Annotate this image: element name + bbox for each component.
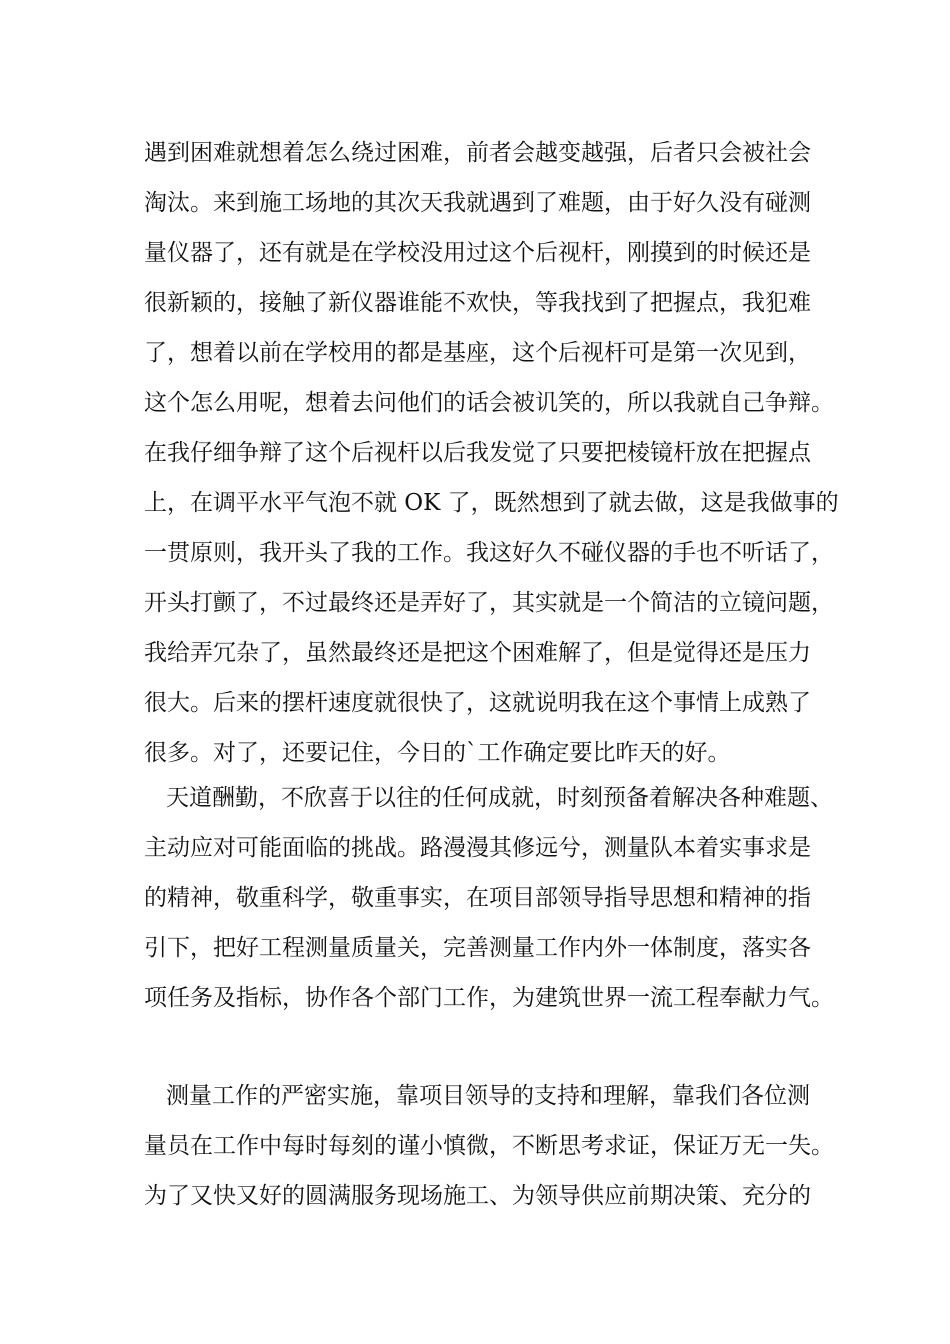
text-line: 很大。后来的摆杆速度就很快了，这就说明我在这个事情上成熟了 xyxy=(144,690,811,716)
text-line: 了，想着以前在学校用的都是基座，这个后视杆可是第一次见到， xyxy=(144,340,811,366)
text-line: 遇到困难就想着怎么绕过困难，前者会越变越强，后者只会被社会 xyxy=(144,140,811,166)
text-line: 上，在调平水平气泡不就 OK 了，既然想到了就去做，这是我做事的 xyxy=(144,490,839,516)
text-line: 主动应对可能面临的挑战。路漫漫其修远兮，测量队本着实事求是 xyxy=(144,835,811,861)
text-line: 很多。对了，还要记住，今日的`工作确定要比昨天的好。 xyxy=(144,740,731,766)
paragraph-1 xyxy=(144,128,839,778)
text-line: 我给弄冗杂了，虽然最终还是把这个困难解了，但是觉得还是压力 xyxy=(144,640,811,666)
text-line: 项任务及指标，协作各个部门工作，为建筑世界一流工程奉献力气。 xyxy=(144,985,834,1011)
text-line: 量员在工作中每时每刻的谨小慎微，不断思考求证，保证万无一失。 xyxy=(144,1133,834,1159)
text-line: 的精神，敬重科学，敬重事实，在项目部领导指导思想和精神的指 xyxy=(144,885,811,911)
text-line: 引下，把好工程测量质量关，完善测量工作内外一体制度，落实各 xyxy=(144,935,811,961)
text-line: 开头打颤了，不过最终还是弄好了，其实就是一个简洁的立镜问题， xyxy=(144,590,834,616)
text-line: 为了又快又好的圆满服务现场施工、为领导供应前期决策、充分的 xyxy=(144,1183,811,1209)
text-line: 一贯原则，我开头了我的工作。我这好久不碰仪器的手也不听话了， xyxy=(144,540,834,566)
paragraph-2 xyxy=(144,773,834,1023)
text-line: 这个怎么用呢，想着去问他们的话会被讥笑的，所以我就自己争辩。 xyxy=(144,390,834,416)
text-line: 在我仔细争辩了这个后视杆以后我发觉了只要把棱镜杆放在把握点 xyxy=(144,440,811,466)
text-line: 淘汰。来到施工场地的其次天我就遇到了难题，由于好久没有碰测 xyxy=(144,190,811,216)
text-line: 测量工作的严密实施，靠项目领导的支持和理解，靠我们各位测 xyxy=(166,1083,810,1109)
paragraph-3 xyxy=(144,1071,834,1221)
text-line: 天道酬勤，不欣喜于以往的任何成就，时刻预备着解决各种难题、 xyxy=(166,785,833,811)
text-line: 量仪器了，还有就是在学校没用过这个后视杆，刚摸到的时候还是 xyxy=(144,240,811,266)
text-line: 很新颖的，接触了新仪器谁能不欢快，等我找到了把握点，我犯难 xyxy=(144,290,811,316)
